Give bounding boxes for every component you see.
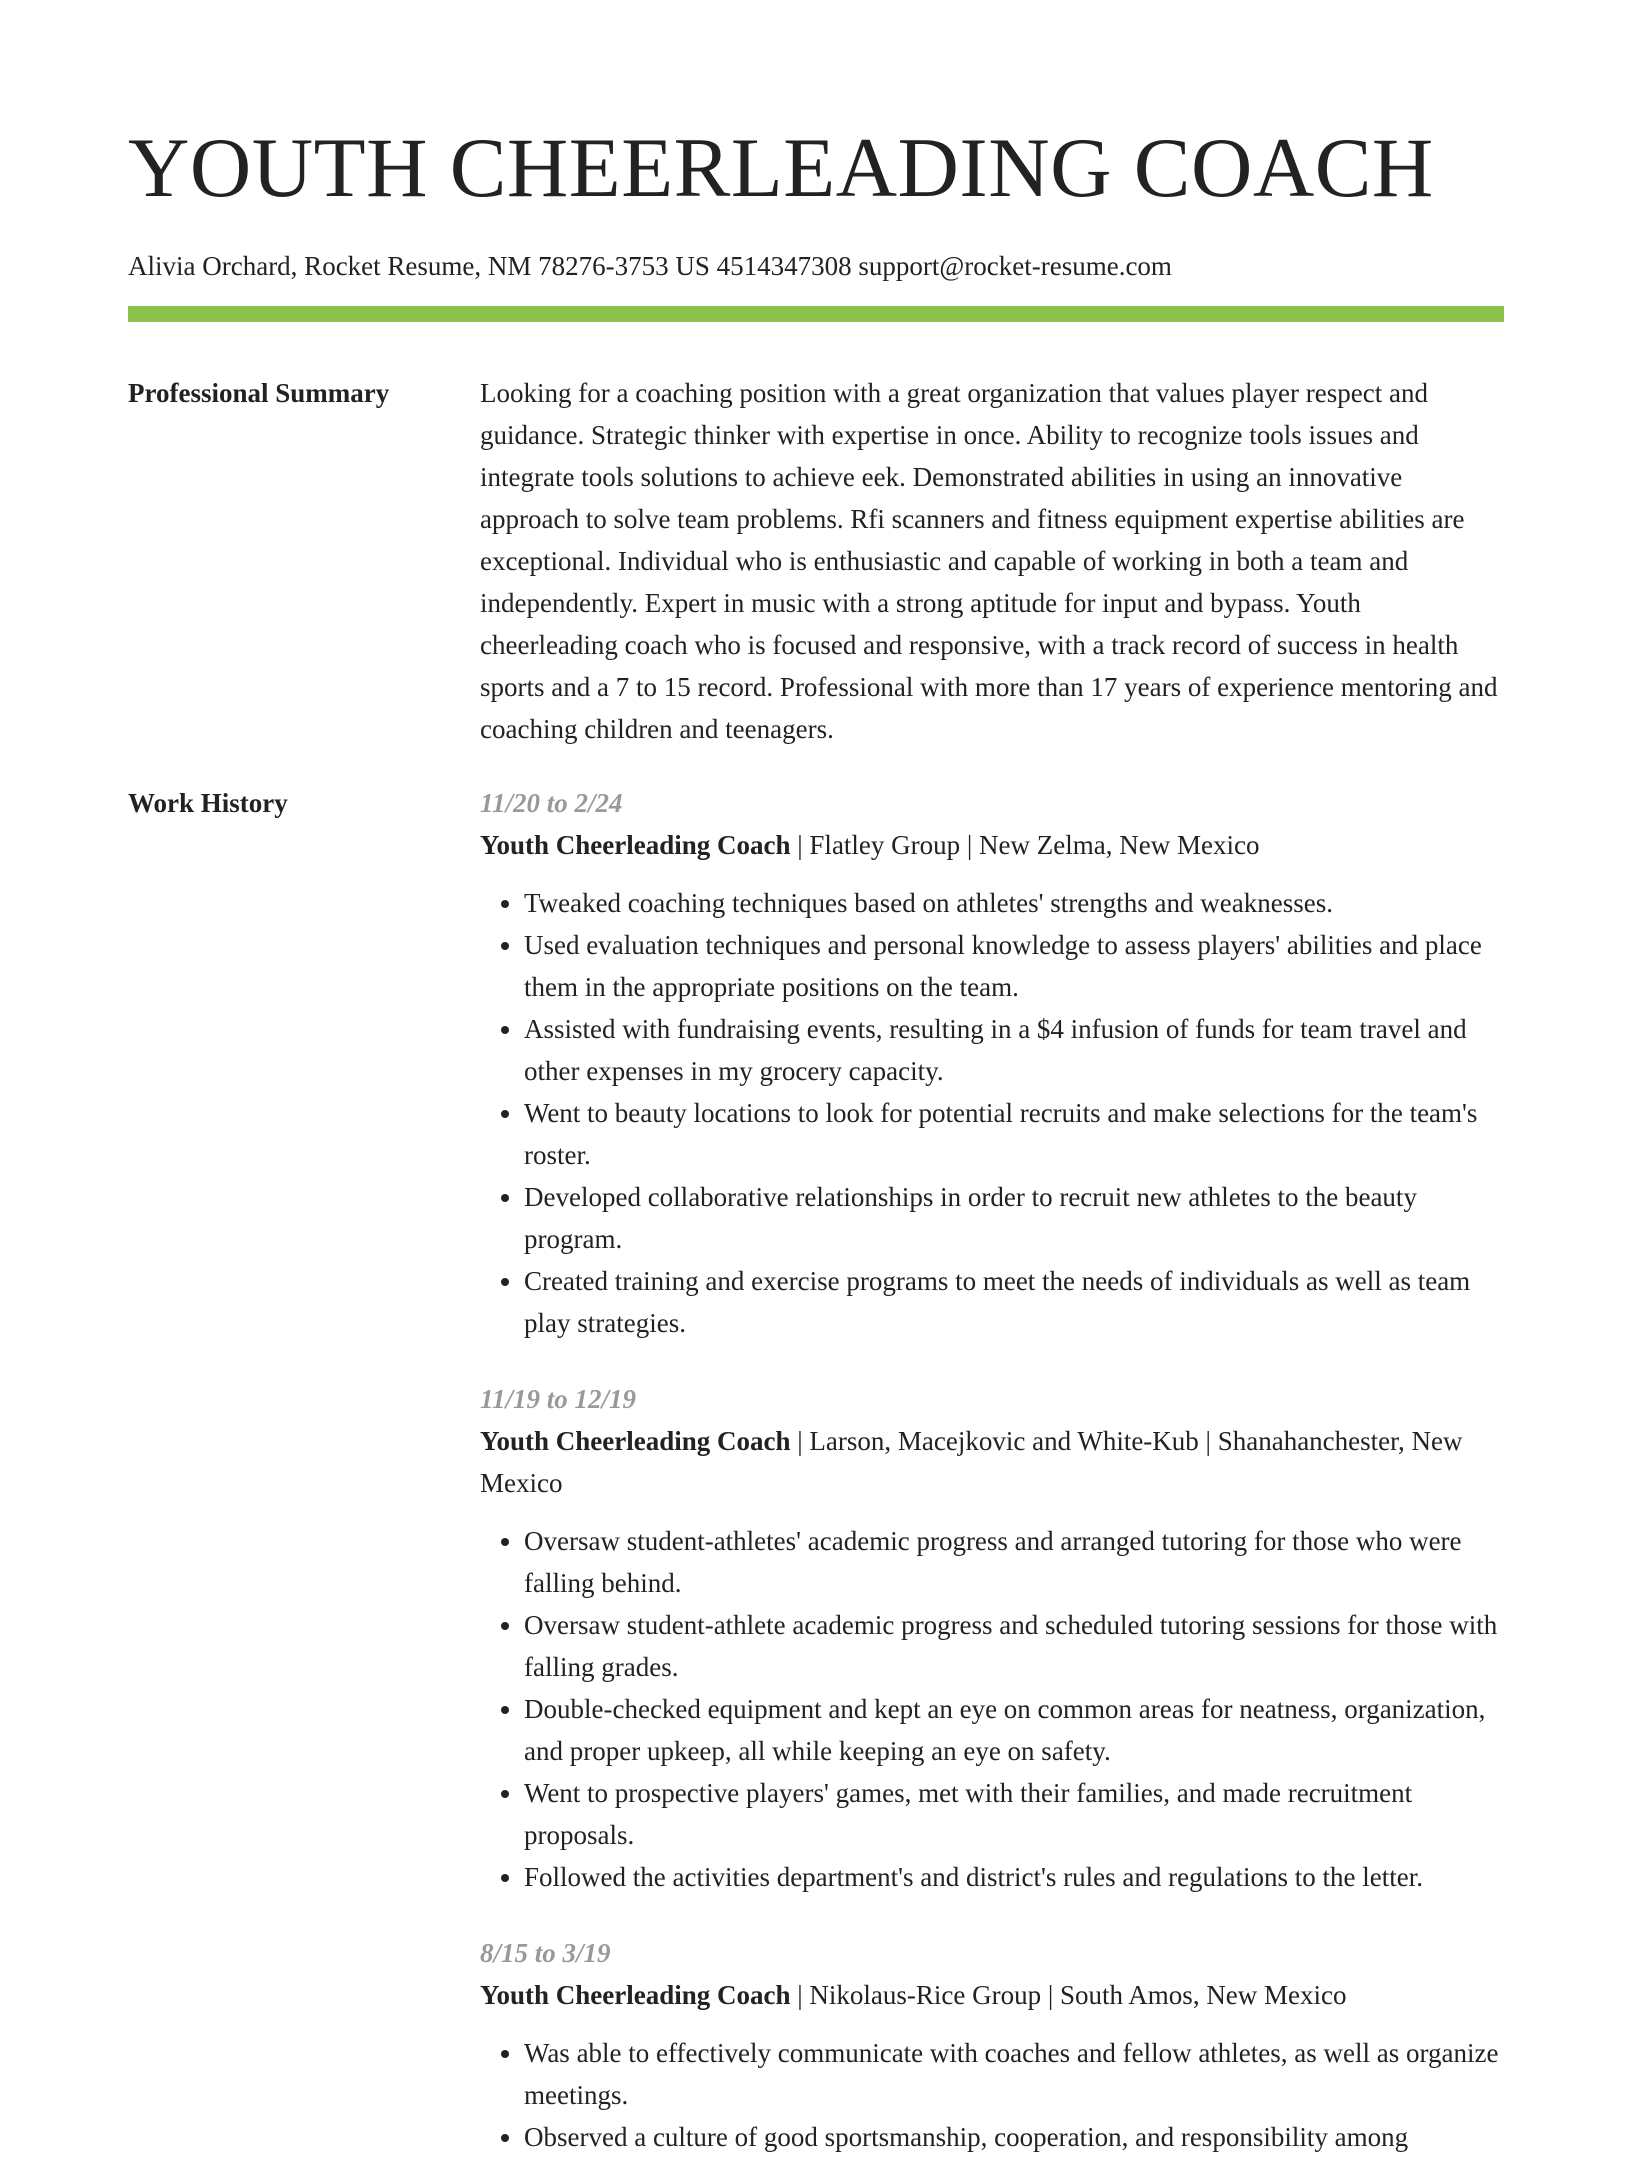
list-item: • Went to prospective players' games, met with their families, and made recruitment proposals. [524, 1772, 1504, 1856]
work-history-section [128, 782, 1504, 2158]
job-dates: 8/15 to 3/19 [480, 1938, 611, 1968]
job-company-location: | Larson, Macejkovic and White-Kub | Shanahanchester, New Mexico [480, 1426, 1463, 1498]
list-item: • Oversaw student-athletes' academic progress and arranged tutoring for those who were falling behind. [524, 1520, 1504, 1604]
job-company-location: | Flatley Group | New Zelma, New Mexico [790, 830, 1260, 860]
list-item: • Followed the activities department's and district's rules and regulations to the letter. [524, 1856, 1504, 1898]
list-item: • Developed collaborative relationships in order to recruit new athletes to the beauty program. [524, 1176, 1504, 1260]
job-entry [480, 782, 1504, 1344]
job-entry [480, 1378, 1504, 1898]
list-item: • Created training and exercise programs to meet the needs of individuals as well as team play strategies. [524, 1260, 1504, 1344]
resume-title: YOUTH CHEERLEADING COACH [128, 121, 1434, 215]
list-item: • Tweaked coaching techniques based on athletes' strengths and weaknesses. [524, 882, 1504, 924]
header-divider [128, 306, 1504, 322]
professional-summary-section [128, 372, 1504, 750]
list-item: • Assisted with fundraising events, resulting in a $4 infusion of funds for team travel and other expenses in my grocery capacity. [524, 1008, 1504, 1092]
job-dates: 11/20 to 2/24 [480, 788, 623, 818]
job-title: Youth Cheerleading Coach [480, 830, 791, 860]
job-bullets [480, 1520, 1504, 1898]
list-item: • Observed a culture of good sportsmanship, cooperation, and responsibility among [524, 2116, 1504, 2158]
job-entry [480, 1932, 1504, 2158]
job-title: Youth Cheerleading Coach [480, 1426, 791, 1456]
job-bullets [480, 2032, 1504, 2158]
job-bullets [480, 882, 1504, 1344]
resume-page [128, 0, 1504, 2158]
list-item: • Double-checked equipment and kept an eye on common areas for neatness, organization, and proper upkeep, all while keeping an eye on safety. [524, 1688, 1504, 1772]
job-heading [480, 1974, 1504, 2016]
contact-line: Alivia Orchard, Rocket Resume, NM 78276-3753 US 4514347308 support@rocket-resume.com [128, 251, 1172, 281]
list-item: • Used evaluation techniques and personal knowledge to assess players' abilities and place them in the appropriate positions on the team. [524, 924, 1504, 1008]
section-label: Professional Summary [128, 378, 390, 408]
list-item: • Went to beauty locations to look for potential recruits and make selections for the team's roster. [524, 1092, 1504, 1176]
job-company-location: | Nikolaus-Rice Group | South Amos, New Mexico [790, 1980, 1347, 2010]
list-item: • Oversaw student-athlete academic progress and scheduled tutoring sessions for those with falling grades. [524, 1604, 1504, 1688]
job-heading [480, 824, 1504, 866]
job-list [480, 782, 1504, 2158]
summary-text: Looking for a coaching position with a great organization that values player respect and guidance. Strategic thinker with expertise in once. Ability to recognize tools issues and integrate tools solutions to achieve eek. Demonstrated abilities in using an innovative approach to solve team problems. Rfi scanners and fitness equipment expertise abilities are exceptional. Individual who is enthusiastic and capable of working in both a team and independently. Expert in music with a strong aptitude for input and bypass. Youth cheerleading coach who is focused and responsive, with a track record of success in health sports and a 7 to 15 record. Professional with more than 17 years of experience mentoring and coaching children and teenagers. [480, 378, 1498, 744]
list-item: • Was able to effectively communicate with coaches and fellow athletes, as well as organize meetings. [524, 2032, 1504, 2116]
job-heading [480, 1420, 1504, 1504]
section-label: Work History [128, 788, 288, 818]
job-title: Youth Cheerleading Coach [480, 1980, 791, 2010]
job-dates: 11/19 to 12/19 [480, 1384, 637, 1414]
